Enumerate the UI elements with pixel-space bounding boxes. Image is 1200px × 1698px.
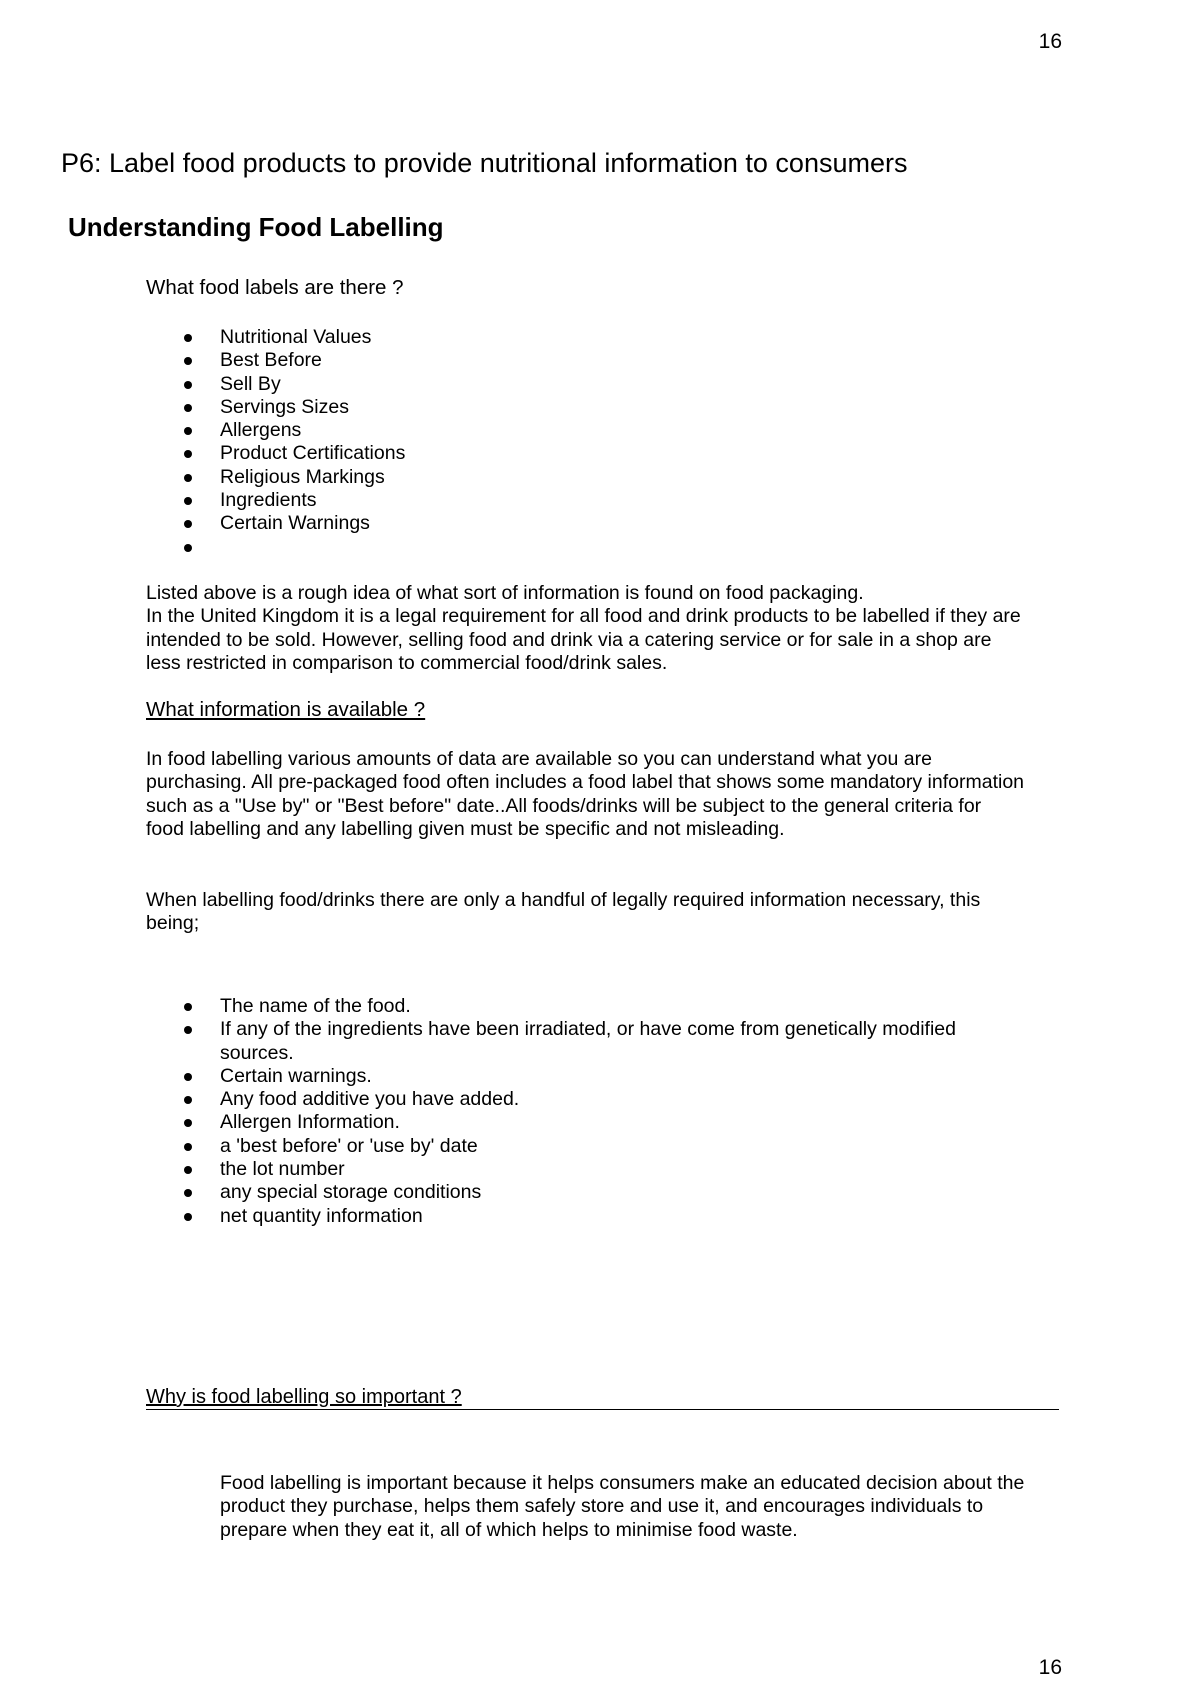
bullet-icon	[184, 497, 192, 505]
paragraph-line: intended to be sold. However, selling food and drink via a catering service or for sale in a shop are	[146, 628, 992, 651]
paragraph-line: being;	[146, 912, 200, 935]
question-information-available: What information is available ?	[146, 698, 426, 721]
bullet-icon	[184, 1096, 192, 1104]
list-item-text: a 'best before' or 'use by' date	[220, 1134, 478, 1157]
bullet-icon	[184, 357, 192, 365]
list-item	[184, 1088, 1064, 1111]
paragraph-line: food labelling and any labelling given must be specific and not misleading.	[146, 817, 785, 840]
list-item-text: If any of the ingredients have been irradiated, or have come from genetically modified	[220, 1018, 957, 1041]
list-item	[184, 396, 405, 419]
list-item	[184, 1135, 1064, 1158]
paragraph-line: Food labelling is important because it helps consumers make an educated decision about the	[220, 1472, 1025, 1494]
page-number-top: 16	[1038, 30, 1062, 53]
list-item	[184, 512, 405, 535]
page-number-bottom: 16	[1038, 1656, 1062, 1679]
list-item-text: Allergen Information.	[220, 1111, 400, 1134]
paragraph-importance	[220, 1472, 1080, 1542]
question-why-important-text: Why is food labelling so important ?	[146, 1386, 462, 1408]
bullet-icon	[184, 1119, 192, 1127]
list-item	[184, 1181, 1064, 1204]
paragraph-legal-requirements	[146, 889, 1076, 936]
list-item	[184, 1205, 1064, 1228]
bullet-icon	[184, 450, 192, 458]
list-item-text: any special storage conditions	[220, 1181, 482, 1204]
bullet-icon	[184, 1026, 192, 1034]
list-item	[184, 466, 405, 489]
bullet-icon	[184, 381, 192, 389]
bullet-icon	[184, 520, 192, 528]
list-item-text: Ingredients	[220, 489, 317, 512]
bullet-icon	[184, 427, 192, 435]
paragraph-line: product they purchase, helps them safely store and use it, and encourages individuals to	[220, 1495, 984, 1518]
bullet-icon	[184, 334, 192, 342]
bullet-icon	[184, 1003, 192, 1011]
list-item-text: Allergens	[220, 419, 302, 442]
list-item	[184, 489, 405, 512]
list-item	[184, 442, 405, 465]
list-item	[184, 1018, 1064, 1041]
list-item	[184, 1065, 1064, 1088]
bullet-icon	[184, 1073, 192, 1081]
list-item-continuation	[184, 1042, 1064, 1065]
list-item	[184, 419, 405, 442]
list-item	[184, 373, 405, 396]
list-item	[184, 349, 405, 372]
paragraph-line: such as a "Use by" or "Best before" date..All foods/drinks will be subject to the general criteria for	[146, 794, 982, 817]
paragraph-line: In the United Kingdom it is a legal requirement for all food and drink products to be labelled if they are	[146, 605, 1021, 628]
question-food-labels: What food labels are there ?	[146, 276, 404, 299]
list-item-text: the lot number	[220, 1158, 345, 1181]
bullet-icon	[184, 1213, 192, 1221]
bullet-icon	[184, 1189, 192, 1197]
list-item	[184, 995, 1064, 1018]
list-item	[184, 1158, 1064, 1181]
paragraph-food-labelling-data	[146, 748, 1086, 841]
question-why-important	[146, 1385, 1059, 1410]
list-item	[184, 326, 405, 349]
list-item	[184, 1111, 1064, 1134]
food-labels-list	[184, 326, 405, 559]
list-item-text: Religious Markings	[220, 465, 385, 488]
bullet-icon	[184, 1166, 192, 1174]
required-information-list	[184, 995, 1064, 1228]
paragraph-line: less restricted in comparison to commercial food/drink sales.	[146, 651, 668, 674]
list-item-text: Certain warnings.	[220, 1064, 372, 1087]
list-item-text: Any food additive you have added.	[220, 1088, 520, 1111]
bullet-icon	[184, 1143, 192, 1151]
list-item-text: Sell By	[220, 372, 281, 395]
paragraph-line: Listed above is a rough idea of what sort of information is found on food packaging.	[146, 582, 864, 604]
paragraph-line: prepare when they eat it, all of which helps to minimise food waste.	[220, 1518, 798, 1541]
list-item	[184, 536, 405, 559]
page-title: P6: Label food products to provide nutritional information to consumers	[61, 148, 908, 178]
paragraph-listed-above	[146, 582, 1076, 675]
bullet-icon	[184, 404, 192, 412]
bullet-icon	[184, 474, 192, 482]
section-heading: Understanding Food Labelling	[68, 212, 444, 242]
paragraph-line: purchasing. All pre-packaged food often includes a food label that shows some mandatory information	[146, 771, 1025, 794]
list-item-text: The name of the food.	[220, 995, 411, 1017]
paragraph-line: When labelling food/drinks there are only a handful of legally required information necessary, this	[146, 889, 981, 911]
list-item-text: Servings Sizes	[220, 395, 349, 418]
bullet-icon	[184, 544, 192, 552]
list-item-text: Product Certifications	[220, 442, 406, 465]
paragraph-line: In food labelling various amounts of data are available so you can understand what you are	[146, 748, 932, 770]
list-item-text: sources.	[220, 1041, 294, 1064]
list-item-text: Nutritional Values	[220, 326, 372, 348]
list-item-text: net quantity information	[220, 1204, 423, 1227]
list-item-text: Best Before	[220, 349, 322, 372]
list-item-text: Certain Warnings	[220, 512, 370, 535]
